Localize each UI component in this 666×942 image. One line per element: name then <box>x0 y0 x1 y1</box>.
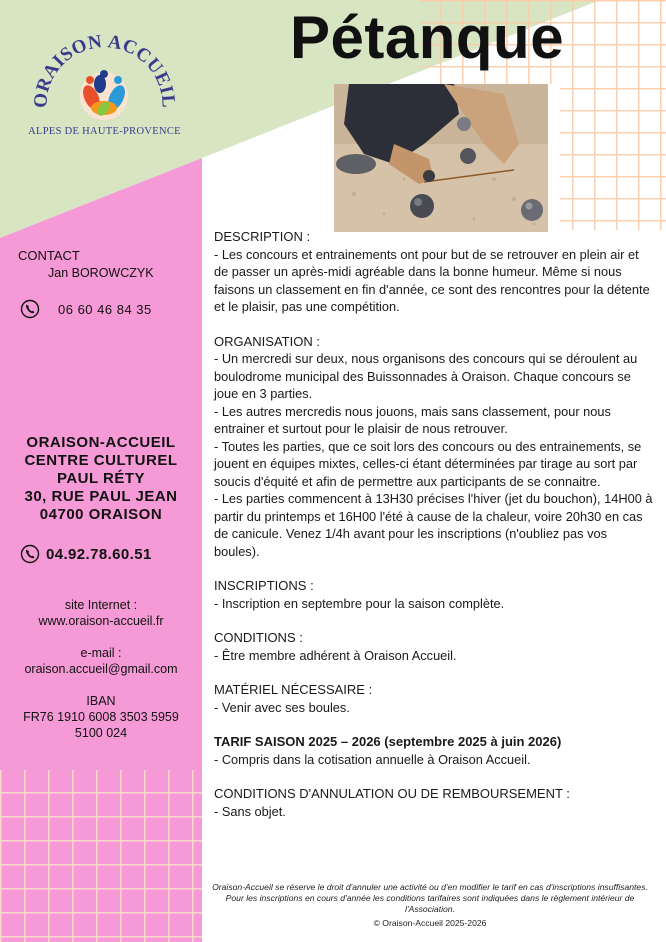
contact-name: Jan BOROWCZYK <box>48 266 154 280</box>
contact-phone[interactable]: 06 60 46 84 35 <box>58 301 152 317</box>
office-phone[interactable]: 04.92.78.60.51 <box>46 545 152 563</box>
section-text: - Sans objet. <box>214 803 286 819</box>
section-text: - Compris dans la cotisation annuelle à Oraison Accueil. <box>214 751 531 767</box>
email-block <box>0 645 202 677</box>
section-description <box>214 228 654 316</box>
contact-phone-row <box>20 299 152 319</box>
people-circle-icon <box>80 70 129 120</box>
section-heading: TARIF SAISON 2025 – 2026 (septembre 2025 à juin 2026) <box>214 734 562 749</box>
iban-line: 5100 024 <box>74 726 128 740</box>
address-line: CENTRE CULTUREL <box>24 452 178 469</box>
footer-disclaimer: Oraison-Accueil se réserve le droit d'annuler une activité ou d'en modifier le tarif en cas d'inscriptions insuffisantes. Pour les inscriptions en cours d'année les conditions tarifaires sont indiquées dans le règlement intérieur de l'Association. <box>212 882 648 914</box>
logo-name: ORAISON ACCUEIL <box>30 31 179 109</box>
section-heading: CONDITIONS : <box>214 630 303 645</box>
footer-copyright: © Oraison-Accueil 2025-2026 <box>373 918 487 928</box>
section-organisation <box>214 333 654 561</box>
phone-icon <box>20 544 40 564</box>
petanque-photo <box>334 84 548 232</box>
content-column <box>214 228 654 837</box>
section-text: - Toutes les parties, que ce soit lors des concours ou des entrainements, se jouent en équipes mixtes, celles-ci étant déterminées par tirage au sort par soucis d'équité et afin de permettre aux participants de se connaitre. <box>214 438 642 489</box>
website-link[interactable]: www.oraison-accueil.fr <box>38 614 164 628</box>
section-heading: ORGANISATION : <box>214 333 320 349</box>
section-heading: CONDITIONS D'ANNULATION OU DE REMBOURSEMENT : <box>214 786 570 801</box>
section-heading: MATÉRIEL NÉCESSAIRE : <box>214 682 373 697</box>
section-heading: INSCRIPTIONS : <box>214 578 314 593</box>
address-line: PAUL RÉTY <box>56 470 146 487</box>
section-text: - Les parties commencent à 13H30 précises l'hiver (jet du bouchon), 14H00 à partir du printemps et 16H00 l'été à cause de la chaleur, voire 20h30 en cas de canicule. Venez 1/4h avant pour les inscriptions (n'oubliez pas vos boules). <box>214 491 653 559</box>
address-line: ORAISON-ACCUEIL <box>26 434 176 451</box>
section-text: - Venir avec ses boules. <box>214 699 350 715</box>
page-title: Pétanque <box>290 4 565 71</box>
section-text: - Les concours et entrainements ont pour but de se retrouver en plein air et de passer un après-midi agréable dans la bonne humeur. Même si nous faisons un classement en fin d'année, ce sont des rencontres pour la détente et le plaisir, pas une compétition. <box>214 246 650 314</box>
address-line: 04700 ORAISON <box>39 506 163 523</box>
email-label: e-mail : <box>80 646 122 660</box>
section-text: - Les autres mercredis nous jouons, mais sans classement, pour nous entrainer et surtout pour le plaisir de nous retrouver. <box>214 403 611 436</box>
address-line: 30, RUE PAUL JEAN <box>24 488 178 505</box>
section-text: - Un mercredi sur deux, nous organisons des concours qui se déroulent au boulodrome municipal des Buissonnades à Oraison. Chaque concours se joue en 3 parties. <box>214 351 638 401</box>
section-text: - Être membre adhérent à Oraison Accueil. <box>214 647 457 663</box>
iban-line: FR76 1910 6008 3503 5959 <box>23 710 179 724</box>
section-annulation <box>214 785 654 820</box>
contact-label: CONTACT <box>18 248 80 263</box>
office-phone-row <box>20 544 152 564</box>
website-block <box>0 597 202 629</box>
section-conditions <box>214 629 654 664</box>
section-materiel <box>214 681 654 716</box>
website-label: site Internet : <box>64 598 138 612</box>
section-heading: DESCRIPTION : <box>214 229 311 244</box>
address-block <box>0 434 202 524</box>
phone-icon <box>20 299 40 319</box>
section-tarif <box>214 733 654 768</box>
email-link[interactable]: oraison.accueil@gmail.com <box>24 662 178 676</box>
iban-label: IBAN <box>86 694 116 708</box>
logo-subtitle: ALPES DE HAUTE-PROVENCE <box>28 126 181 137</box>
section-text: - Inscription en septembre pour la saison complète. <box>214 595 505 611</box>
section-inscriptions <box>214 577 654 612</box>
iban-block <box>0 693 202 741</box>
